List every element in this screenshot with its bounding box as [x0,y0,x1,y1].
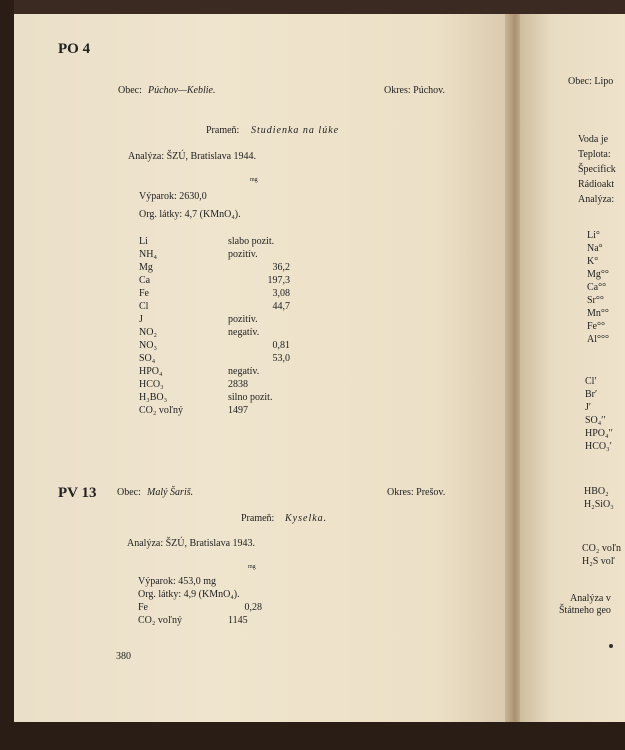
component-value: pozitív. [228,249,258,260]
unit-label: mg [250,177,258,183]
component-name: Mg [139,262,153,273]
anion: Cl′ [585,376,597,387]
unit-label: mg [248,564,256,570]
footer-line: Štátneho geo [559,605,611,616]
component-value: 197,3 [267,275,290,286]
cation: Al°°° [587,334,609,345]
component-value: 0,81 [272,340,290,351]
component-name: HPO₄ [139,366,163,377]
component-name: HCO₃ [139,379,164,390]
component-value: 3,08 [272,288,290,299]
page-number: 380 [116,651,131,662]
component-name: Cl [139,301,149,312]
anion: J′ [585,402,592,413]
component-name: J [139,314,143,325]
anion: Br′ [585,389,598,400]
component-value: 53,0 [272,353,290,364]
component-value: 1145 [228,615,248,626]
component-name: Li [139,236,148,247]
obec-value: Púchov—Keblie. [148,85,216,96]
component-value: 2838 [228,379,248,390]
component-name: H₃BO₃ [139,392,168,403]
org-latky: Org. látky: 4,9 (KMnO₄). [138,589,240,600]
gas: H₂S voľ [582,556,615,567]
footer-line: Analýza v [570,593,611,604]
component-name: CO₂ voľný [138,615,182,626]
analyza: Analýza: ŠZÚ, Bratislava 1943. [127,538,256,549]
component-name: NO₂ [139,327,157,338]
obec-label: Obec: [117,487,141,498]
component-name: Ca [139,275,151,286]
component-value: silno pozit. [228,392,273,403]
component-value: slabo pozit. [228,236,275,247]
obec-value: Malý Šariš. [147,487,194,498]
component-value: 44,7 [272,301,290,312]
cation: Ca°° [587,282,607,293]
entry-code: PV 13 [58,485,97,501]
cation: Mn°° [587,308,609,319]
vyparok: Výparok: 453,0 mg [138,576,217,587]
cation: Sr°° [587,295,604,306]
pramen-label: Prameň: [206,125,240,136]
obec-label: Obec: [118,85,142,96]
component-value: pozitív. [228,314,258,325]
component-name: SO₄ [139,353,156,364]
component-value: negatív. [228,327,260,338]
cation: K° [587,256,599,267]
pramen-value: Kyselka. [285,513,328,524]
vyparok: Výparok: 2630,0 [139,191,207,202]
page-mark [609,644,613,648]
right-header-line: Špecifick [578,164,616,175]
entry-code: PO 4 [58,41,91,57]
pramen-value: Studienka na lúke [251,125,340,136]
analyza: Analýza: ŠZÚ, Bratislava 1944. [128,151,257,162]
component-value: 36,2 [272,262,290,273]
component-value: 1497 [228,405,248,416]
book-edge-left [0,0,14,750]
acid: HBO₂ [584,486,609,497]
right-obec: Obec: Lipo [568,76,614,87]
component-name: NO₃ [139,340,157,351]
component-value: negatív. [228,366,260,377]
component-name: NH₄ [139,249,157,260]
right-header-line: Rádioakt [578,179,615,190]
anion: HPO₄′′ [585,428,613,439]
component-name: Fe [139,288,149,299]
anion: SO₄′′ [585,415,606,426]
right-header-line: Voda je [578,134,609,145]
book-edge-top [0,0,625,14]
book-edge-bottom [0,722,625,750]
okres: Okres: Púchov. [384,85,446,96]
org-latky: Org. látky: 4,7 (KMnO₄). [139,209,241,220]
anion: HCO₃′ [585,441,612,452]
cation: Li° [587,230,600,241]
right-page-content [525,14,625,722]
pramen-label: Prameň: [241,513,275,524]
component-name: Fe [138,602,148,613]
cation: Na° [587,243,603,254]
right-header-line: Analýza: [578,194,615,205]
gas: CO₂ voľn [582,543,621,554]
component-value: 0,28 [244,602,262,613]
acid: H₂SiO₃ [584,499,614,510]
cation: Mg°° [587,269,609,280]
right-header-line: Teplota: [578,149,611,160]
component-name: CO₂ voľný [139,405,183,416]
cation: Fe°° [587,321,605,332]
okres: Okres: Prešov. [387,487,446,498]
